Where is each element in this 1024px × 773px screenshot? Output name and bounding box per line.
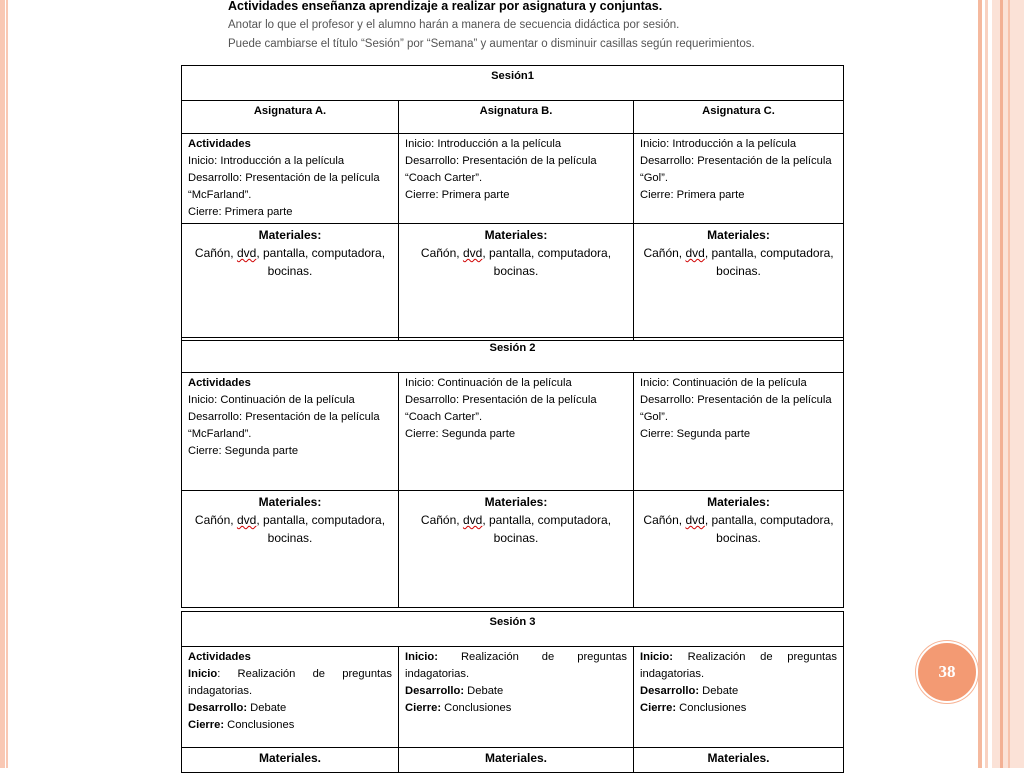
activity-inicio: Inicio: Continuación de la película: [640, 377, 807, 389]
activities-cell: [399, 373, 634, 491]
materials-text: Cañón, dvd, pantalla, computadora, bocinas.: [420, 246, 612, 278]
activity-inicio: Inicio: Continuación de la película: [405, 377, 572, 389]
materials-cell: [399, 491, 634, 608]
activity-desarrollo: Desarrollo: Presentación de la película “Gol”.: [640, 155, 832, 184]
activity-desarrollo: Desarrollo: Debate: [188, 702, 287, 714]
materials-cell: [182, 491, 399, 608]
document-title: Actividades enseñanza aprendizaje a realizar por asignatura y conjuntas.: [228, 0, 663, 13]
activities-label: Actividades: [188, 651, 251, 663]
activities-cell: [182, 373, 399, 491]
subject-header: Asignatura A.: [182, 101, 399, 134]
materials-cell: [182, 224, 399, 341]
activity-desarrollo: Desarrollo: Debate: [405, 685, 504, 697]
materials-label: Materiales.: [707, 751, 770, 765]
materials-label: Materiales:: [484, 228, 548, 242]
activity-cierre: Cierre: Conclusiones: [405, 702, 512, 714]
materials-cell: [399, 748, 634, 773]
activity-cierre: Cierre: Primera parte: [405, 189, 510, 201]
materials-label: Materiales:: [707, 228, 770, 242]
activity-inicio: Inicio: Realización de preguntas indagatorias.: [188, 668, 392, 697]
right-decor-stripe: [985, 0, 988, 768]
session-title: Sesión 3: [182, 612, 844, 647]
activities-cell: [182, 647, 399, 748]
activity-desarrollo: Desarrollo: Presentación de la película “Gol”.: [640, 394, 832, 423]
materials-text: Cañón, dvd, pantalla, computadora, bocinas.: [643, 246, 834, 278]
activity-desarrollo: Desarrollo: Presentación de la película “Coach Carter”.: [405, 155, 597, 184]
right-decor-stripe: [978, 0, 982, 768]
materials-label: Materiales:: [484, 495, 548, 509]
activity-cierre: Cierre: Conclusiones: [188, 719, 295, 731]
activity-inicio: Inicio: Introducción a la película: [188, 155, 345, 167]
activity-inicio: Inicio: Introducción a la película: [405, 138, 562, 150]
activity-desarrollo: Desarrollo: Presentación de la película “McFarland”.: [188, 172, 380, 201]
subject-header: Asignatura B.: [399, 101, 634, 134]
activity-cierre: Cierre: Segunda parte: [640, 428, 751, 440]
activity-desarrollo: Desarrollo: Debate: [640, 685, 739, 697]
left-decor-stripe: [6, 0, 8, 768]
activities-cell: [634, 647, 844, 748]
activity-cierre: Cierre: Primera parte: [188, 206, 293, 218]
materials-label: Materiales:: [258, 495, 322, 509]
activities-cell: [399, 134, 634, 224]
activities-cell: [634, 134, 844, 224]
session-table: [181, 611, 844, 773]
instruction-line: Puede cambiarse el título “Sesión” por “Semana” y aumentar o disminuir casillas según requerimientos.: [228, 38, 755, 50]
activity-inicio: Inicio: Introducción a la película: [640, 138, 797, 150]
right-decor-stripe: [1008, 0, 1010, 768]
materials-label: Materiales.: [258, 751, 322, 765]
activity-cierre: Cierre: Segunda parte: [188, 445, 299, 457]
activity-inicio: Inicio: Realización de preguntas indagatorias.: [405, 651, 627, 680]
activity-inicio: Inicio: Continuación de la película: [188, 394, 355, 406]
activities-cell: [634, 373, 844, 491]
session-title: Sesión 2: [182, 338, 844, 373]
activities-label: Actividades: [188, 377, 251, 389]
materials-text: Cañón, dvd, pantalla, computadora, bocinas.: [194, 513, 386, 545]
right-decor-stripe: [1000, 0, 1003, 768]
materials-label: Materiales:: [707, 495, 770, 509]
activity-desarrollo: Desarrollo: Presentación de la película “McFarland”.: [188, 411, 380, 440]
activity-desarrollo: Desarrollo: Presentación de la película “Coach Carter”.: [405, 394, 597, 423]
document-header: [228, 0, 928, 51]
activities-cell: [182, 134, 399, 224]
materials-cell: [182, 748, 399, 773]
materials-text: Cañón, dvd, pantalla, computadora, bocinas.: [194, 246, 386, 278]
activities-cell: [399, 647, 634, 748]
materials-text: Cañón, dvd, pantalla, computadora, bocinas.: [643, 513, 834, 545]
activity-cierre: Cierre: Segunda parte: [405, 428, 516, 440]
session-table: [181, 65, 844, 341]
activities-label: Actividades: [188, 138, 251, 150]
materials-cell: [634, 491, 844, 608]
materials-cell: [634, 748, 844, 773]
activity-cierre: Cierre: Conclusiones: [640, 702, 747, 714]
materials-label: Materiales.: [484, 751, 548, 765]
activity-inicio: Inicio: Realización de preguntas indagatorias.: [640, 651, 837, 680]
materials-cell: [399, 224, 634, 341]
materials-text: Cañón, dvd, pantalla, computadora, bocinas.: [420, 513, 612, 545]
page-number-badge: 38: [916, 641, 978, 703]
materials-cell: [634, 224, 844, 341]
session-title: Sesión1: [182, 66, 844, 101]
materials-label: Materiales:: [258, 228, 322, 242]
subject-header: Asignatura C.: [634, 101, 844, 134]
session-table: [181, 337, 844, 608]
left-decor-stripe: [0, 0, 5, 768]
activity-cierre: Cierre: Primera parte: [640, 189, 745, 201]
instruction-line: Anotar lo que el profesor y el alumno harán a manera de secuencia didáctica por sesión.: [228, 19, 680, 31]
